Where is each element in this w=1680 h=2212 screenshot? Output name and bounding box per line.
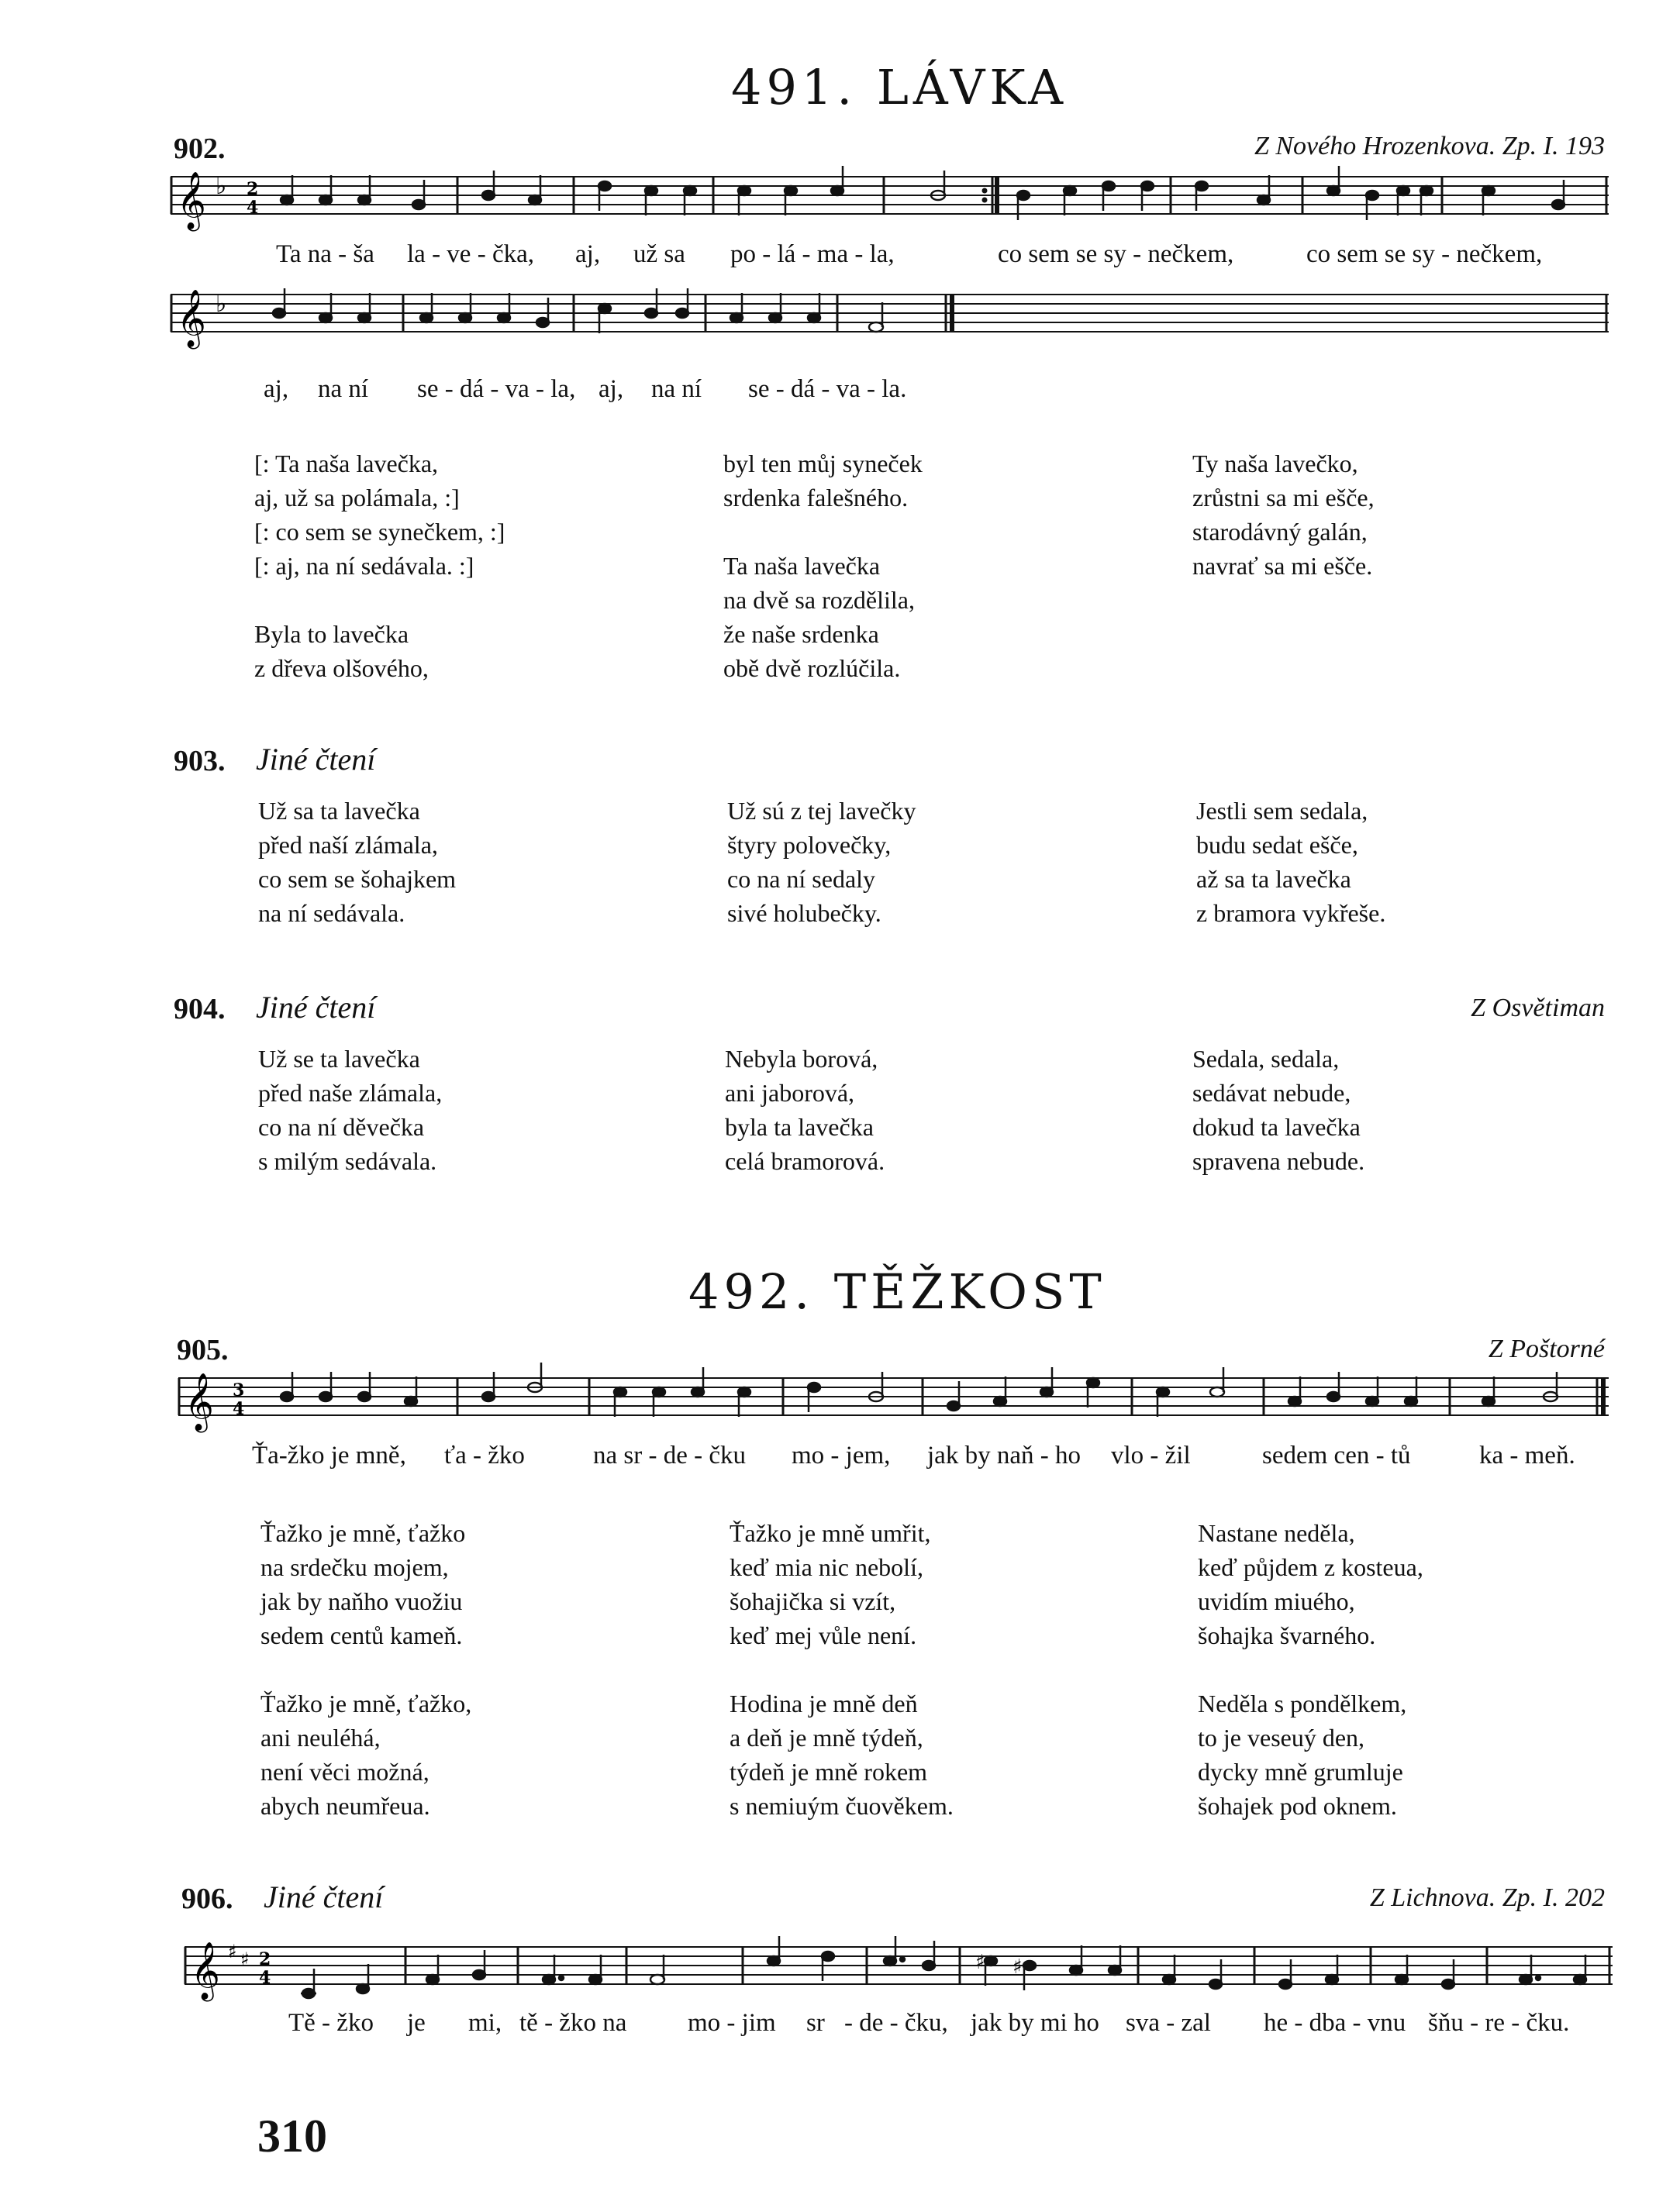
lyric-syllable: aj, (264, 375, 289, 403)
sharp-sign-icon: ♯ (975, 1951, 985, 1974)
flat-sign-icon: ♭ (216, 173, 227, 200)
lyric-syllable: sva - zal (1126, 2009, 1211, 2037)
lyric-syllable: aj, (599, 375, 624, 403)
lyric-syllable: na ní (651, 375, 702, 403)
lyric-syllable: šňu - re - čku. (1428, 2009, 1570, 2037)
treble-clef-icon: 𝄞 (177, 172, 206, 229)
melody-number-903: 903. (174, 745, 226, 777)
lyric-syllable: ťa - žko (444, 1442, 525, 1469)
lyric-syllable: po - lá - ma - la, (730, 240, 895, 268)
lyrics-902-line2 (264, 375, 1039, 406)
staff-902-line1 (171, 169, 1609, 229)
lyric-syllable: co sem se sy - nečkem, (1306, 240, 1543, 268)
treble-clef-icon: 𝄞 (177, 290, 206, 347)
melody-source-904: Z Osvětiman (1471, 994, 1605, 1022)
time-signature-denominator: 4 (259, 1968, 271, 1988)
verse-column-903-1: Už sa ta lavečka před naší zlámala, co sem se šohajkem na ní sedávala. (258, 797, 457, 927)
lyric-syllable: už sa (633, 240, 685, 268)
page-number: 310 (257, 2110, 327, 2162)
lyrics-902-line1 (264, 240, 1613, 271)
verse-column-903-3: Jestli sem sedala, budu sedat ešče, až sa ta lavečka z bramora vykřeše. (1196, 797, 1386, 927)
melody-number-902: 902. (174, 133, 226, 165)
time-signature-denominator: 4 (247, 198, 259, 218)
time-signature-denominator: 4 (233, 1399, 245, 1419)
verse-column-905-1: Ťažko je mně, ťažko na srdečku mojem, jak by naňho vuožiu sedem centů kameň. Ťažko je mně, ťažko, ani neuléhá, není věci možná, abych neumřeua. (260, 1519, 472, 1820)
verse-column-904-2: Nebyla borová, ani jaborová, byla ta lavečka celá bramorová. (725, 1045, 885, 1175)
verse-column-905-2: Ťažko je mně umřit, keď mia nic nebolí, šohajička si vzít, keď mej vůle není. Hodina je mně deň a deň je mně týdeň, týdeň je mně rokem s nemiuým čuověkem. (730, 1519, 954, 1820)
staff-906 (185, 1939, 1613, 2000)
staff-902-line2 (171, 287, 1609, 347)
lyric-syllable: jak by naň - ho (927, 1442, 1081, 1469)
lyric-syllable: mo - jem, (792, 1442, 891, 1469)
time-signature-numerator: 3 (233, 1380, 245, 1401)
lyric-syllable: jak by mi ho (971, 2009, 1099, 2037)
alt-reading-label-903: Jiné čtení (256, 742, 376, 777)
lyric-syllable: se - dá - va - la, (417, 375, 576, 403)
lyric-syllable: sedem cen - tů (1262, 1442, 1411, 1469)
melody-number-904: 904. (174, 993, 226, 1025)
lyric-syllable: Tě - žko (288, 2009, 374, 2037)
verse-column-904-1: Už se ta lavečka před naše zlámala, co na ní děvečka s milým sedávala. (258, 1045, 443, 1175)
lyric-syllable: je (407, 2009, 426, 2037)
lyric-syllable: mo - jim (688, 2009, 776, 2037)
time-signature-numerator: 2 (247, 179, 259, 199)
song-title-491: 491. LÁVKA (731, 59, 1068, 115)
lyric-syllable: tě - žko na (519, 2009, 627, 2037)
sharp-sign-icon: ♯ (228, 1941, 237, 1962)
treble-clef-icon: 𝄞 (185, 1373, 214, 1431)
melody-source-902: Z Nového Hrozenkova. Zp. I. 193 (1254, 132, 1605, 160)
sharp-sign-icon: ♯ (1012, 1955, 1023, 1979)
lyric-syllable: sr (806, 2009, 825, 2037)
lyric-syllable: - de - čku, (844, 2009, 948, 2037)
lyric-syllable: he - dba - vnu (1264, 2009, 1406, 2037)
alt-reading-label-906: Jiné čtení (264, 1880, 384, 1914)
lyric-syllable: se - dá - va - la. (748, 375, 907, 403)
lyric-syllable: mi, (468, 2009, 502, 2037)
melody-source-906: Z Lichnova. Zp. I. 202 (1369, 1883, 1605, 1912)
lyric-syllable: Ta na - ša (276, 240, 374, 268)
verse-column-905-3: Nastane neděla, keď půjdem z kosteua, uvidím miuého, šohajka švarného. Neděla s pondělkem, to je veseuý den, dycky mně grumluje šohajek pod oknem. (1198, 1519, 1423, 1820)
lyric-syllable: na sr - de - čku (593, 1442, 747, 1469)
lyric-syllable: aj, (575, 240, 601, 268)
song-title-492: 492. TĚŽKOST (688, 1263, 1106, 1320)
lyric-syllable: la - ve - čka, (407, 240, 534, 268)
lyric-syllable: Ťa-žko je mně, (252, 1442, 406, 1469)
melody-number-906: 906. (181, 1883, 233, 1915)
alt-reading-label-904: Jiné čtení (256, 990, 376, 1025)
verse-column-902-2: byl ten můj syneček srdenka falešného. Ta naša lavečka na dvě sa rozdělila, že naše srdenka obě dvě rozlúčila. (723, 450, 923, 682)
lyric-syllable: co sem se sy - nečkem, (998, 240, 1234, 268)
verse-column-904-3: Sedala, sedala, sedávat nebude, dokud ta lavečka spravena nebude. (1192, 1045, 1365, 1175)
lyric-syllable: ka - meň. (1479, 1442, 1575, 1469)
staff-905 (178, 1370, 1609, 1431)
lyrics-906-line1 (288, 2009, 1622, 2040)
verse-column-902-3: Ty naša lavečko, zrůstni sa mi ešče, starodávný galán, navrať sa mi ešče. (1192, 450, 1375, 580)
flat-sign-icon: ♭ (216, 291, 227, 318)
treble-clef-icon: 𝄞 (191, 1942, 220, 2000)
verse-column-903-2: Už sú z tej lavečky štyry polovečky, co na ní sedaly sivé holubečky. (727, 797, 916, 927)
melody-number-905: 905. (177, 1334, 229, 1366)
sharp-sign-icon: ♯ (240, 1948, 250, 1970)
time-signature-numerator: 2 (259, 1949, 271, 1969)
lyrics-905-line1 (252, 1442, 1616, 1473)
verse-column-902-1: [: Ta naša lavečka, aj, už sa polámala, :] [: co sem se synečkem, :] [: aj, na ní sedávala. :] Byla to lavečka z dřeva olšového, (254, 450, 505, 682)
lyric-syllable: vlo - žil (1111, 1442, 1191, 1469)
melody-source-905: Z Poštorné (1488, 1335, 1605, 1363)
lyric-syllable: na ní (318, 375, 369, 403)
